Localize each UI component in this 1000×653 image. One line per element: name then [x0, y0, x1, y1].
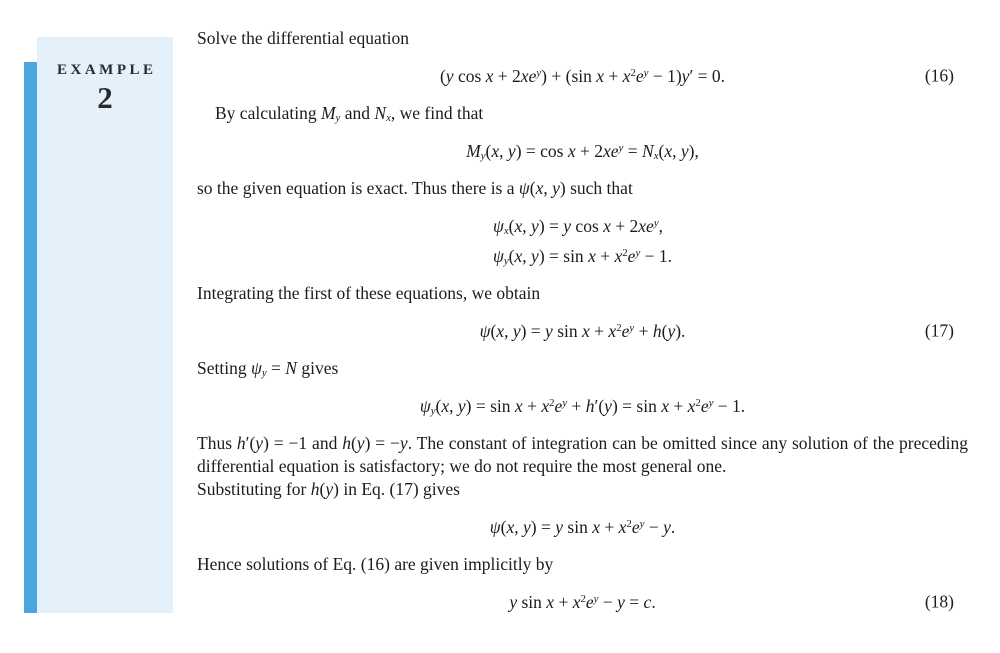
equation-number: (18)	[924, 591, 954, 612]
equation-row	[197, 391, 968, 421]
paragraph: Thus h′(y) = −1 and h(y) = −y. The constant of integration can be omitted since any solution of the preceding differential equation is satisfactory; we do not require the most general one.	[197, 433, 968, 476]
paragraph: Setting $\psi_y = N$ gives	[197, 358, 339, 379]
equation: ψ(x, y) = y $\sin x + x^2e^y - y$.	[489, 517, 676, 537]
paragraph: Hence solutions of Eq. (16) are given implicitly by	[197, 554, 554, 574]
equation-group	[490, 512, 675, 542]
equation-group	[440, 61, 725, 91]
equation-number: (17)	[924, 320, 954, 341]
paragraph: Solve the differential equation	[197, 28, 410, 48]
example-number: 2	[97, 80, 113, 115]
equation-group	[466, 136, 699, 166]
equation-row	[197, 211, 968, 271]
paragraph: By calculating $M_y$ and $N_x$, we find that	[215, 103, 484, 124]
example-accent-bar	[24, 62, 37, 613]
equation: $\psi_y(x$, $y) = \sin x + x^2e^y - 1$.	[492, 246, 673, 267]
equation-row	[197, 587, 968, 617]
equation-row	[197, 136, 968, 166]
equation-group	[420, 391, 745, 421]
equation: $M_y(x$, $y) = \cos x + 2xe^y = N_x(x$, y),	[466, 141, 699, 162]
equation: $\psi_x(x$, y) = y $\cos x + 2xe^y$,	[492, 216, 664, 237]
paragraph: Integrating the first of these equations, we obtain	[197, 283, 541, 303]
equation-group	[509, 587, 655, 617]
paragraph: so the given equation is exact. Thus there is a ψ(x, y) such that	[197, 178, 633, 198]
paragraph: Substituting for h(y) in Eq. (17) gives	[197, 479, 460, 499]
content-column	[197, 27, 968, 628]
example-label: EXAMPLE	[57, 62, 157, 78]
equation-group	[493, 211, 672, 271]
equation: (y $\cos x + 2xe^y) + (\sin$ $x + x^2e^y - 1)y' = 0$.	[439, 66, 726, 86]
equation-row	[197, 316, 968, 346]
equation-row	[197, 61, 968, 91]
example-box	[37, 37, 173, 613]
equation: $\psi_y(x$, $y) = \sin x + x^2e^y + h'(y) = \sin x + x^2e^y - 1$.	[419, 396, 746, 417]
equation: ψ(x, y) = y $\sin x + x^2e^y + h(y)$.	[479, 321, 686, 341]
equation-group	[480, 316, 686, 346]
equation-row	[197, 512, 968, 542]
equation-number: (16)	[924, 65, 954, 86]
equation: y $\sin x + x^2e^y - y = c$.	[509, 592, 656, 612]
